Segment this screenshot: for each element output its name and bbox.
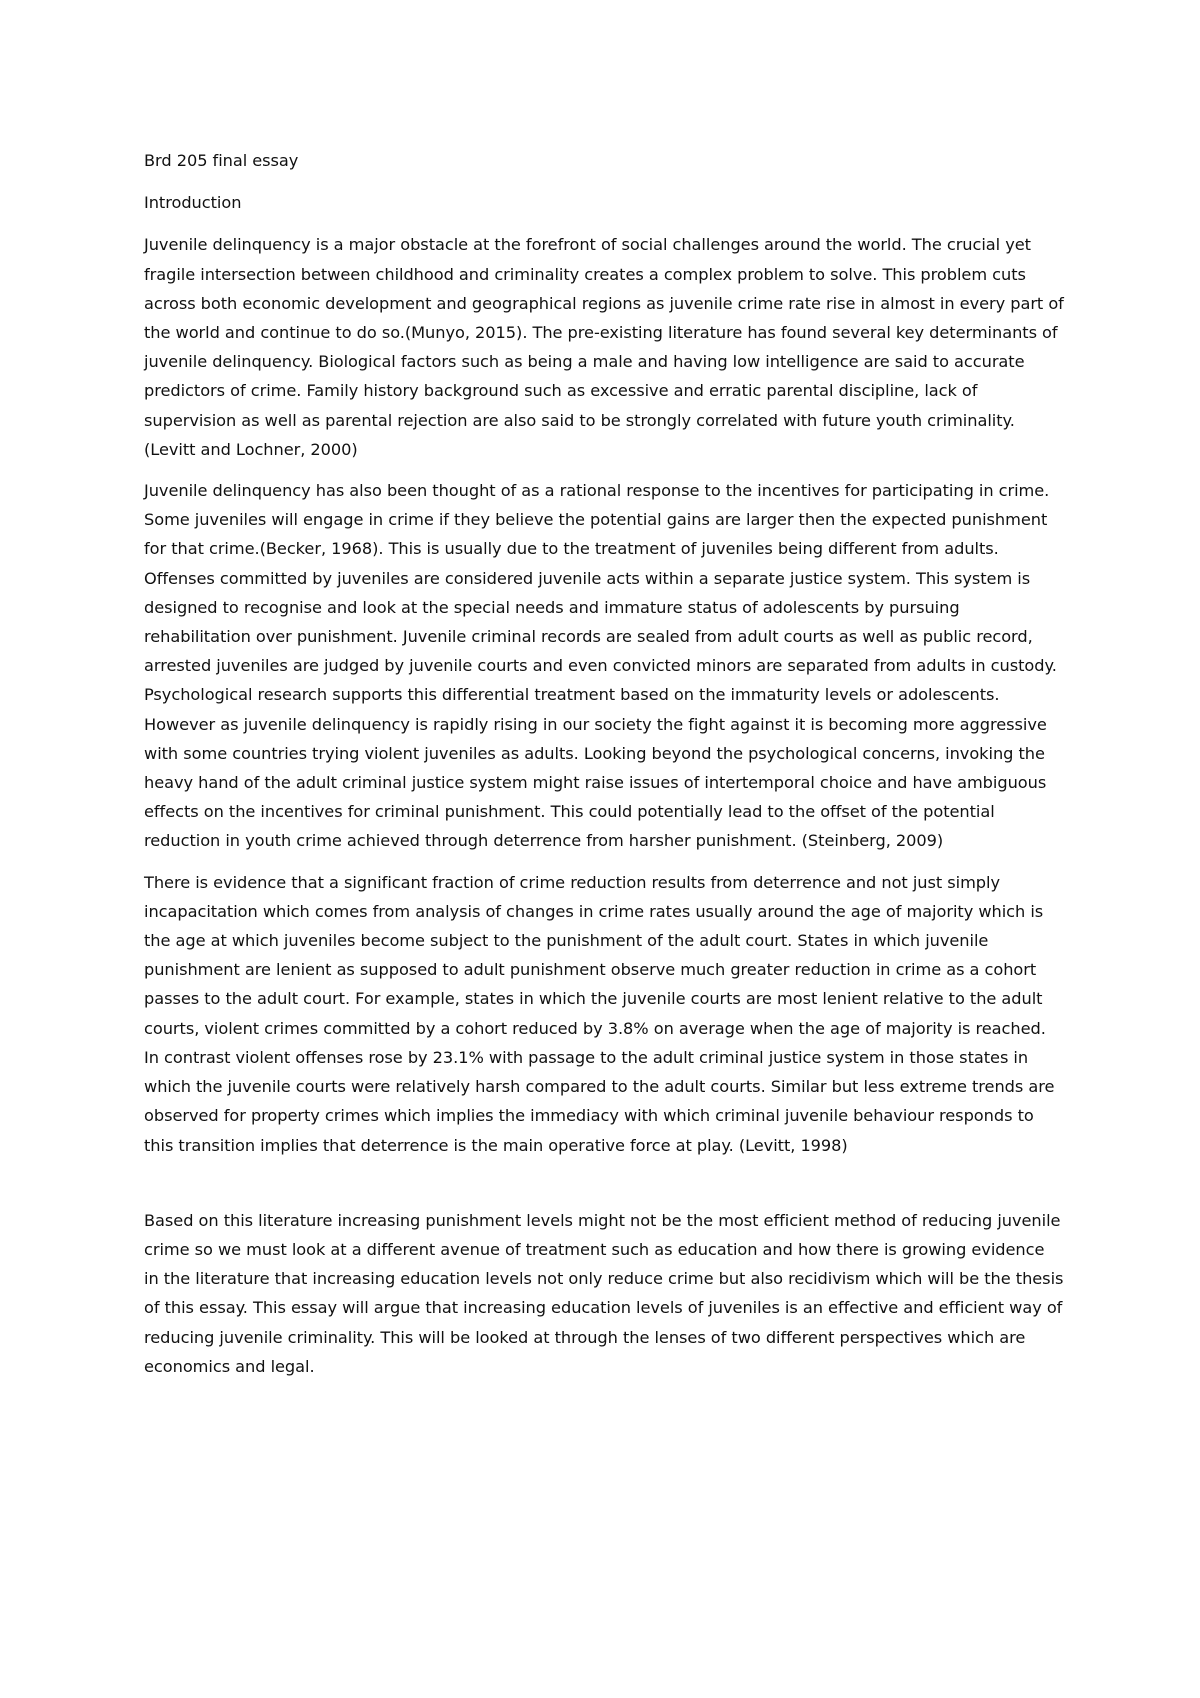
paragraph-4: Based on this literature increasing punishment levels might not be the most efficient method of reducing juvenile crime so we must look at a different avenue of treatment such as education and how there is growing evidence in the literature that increasing education levels not only reduce crime but also recidivism which will be the thesis of this essay. This essay will argue that increasing education levels of juveniles is an effective and efficient way of reducing juvenile criminality. This will be looked at through the lenses of two different perspectives which are economics and legal. — [144, 1210, 1064, 1376]
paragraph-2: Juvenile delinquency has also been thought of as a rational response to the incentives for participating in crime. Some juveniles will engage in crime if they believe the potential gains are larger then the expected punishment for that crime.(Becker, 1968). This is usually due to the treatment of juveniles being different from adults. Offenses committed by juveniles are considered juvenile acts within a separate justice system. This system is designed to recognise and look at the special needs and immature status of adolescents by pursuing rehabilitation over punishment. Juvenile criminal records are sealed from adult courts as well as public record, arrested juveniles are judged by juvenile courts and even convicted minors are separated from adults in custody. Psychological research supports this differential treatment based on the immaturity levels or adolescents. However as juvenile delinquency is rapidly rising in our society the fight against it is becoming more aggressive with some countries trying violent juveniles as adults. Looking beyond the psychological concerns, invoking the heavy hand of the adult criminal justice system might raise issues of intertemporal choice and have ambiguous effects on the incentives for criminal punishment. This could potentially lead to the offset of the potential reduction in youth crime achieved through deterrence from harsher punishment. (Steinberg, 2009) — [144, 481, 1057, 851]
document-page — [144, 146, 1064, 1393]
section-heading: Introduction — [144, 193, 242, 213]
paragraph-3: There is evidence that a significant fraction of crime reduction results from deterrence and not just simply incapacitation which comes from analysis of changes in crime rates usually around the age of majority which is the age at which juveniles become subject to the punishment of the adult court. States in which juvenile punishment are lenient as supposed to adult punishment observe much greater reduction in crime as a cohort passes to the adult court. For example, states in which the juvenile courts are most lenient relative to the adult courts, violent crimes committed by a cohort reduced by 3.8% on average when the age of majority is reached. In contrast violent offenses rose by 23.1% with passage to the adult criminal justice system in those states in which the juvenile courts were relatively harsh compared to the adult courts. Similar but less extreme trends are observed for property crimes which implies the immediacy with which criminal juvenile behaviour responds to this transition implies that deterrence is the main operative force at play. (Levitt, 1998) — [144, 872, 1055, 1155]
paragraph-1: Juvenile delinquency is a major obstacle at the forefront of social challenges around the world. The crucial yet fragile intersection between childhood and criminality creates a complex problem to solve. This problem cuts across both economic development and geographical regions as juvenile crime rate rise in almost in every part of the world and continue to do so.(Munyo, 2015). The pre-existing literature has found several key determinants of juvenile delinquency. Biological factors such as being a male and having low intelligence are said to accurate predictors of crime. Family history background such as excessive and erratic parental discipline, lack of supervision as well as parental rejection are also said to be strongly correlated with future youth criminality. (Levitt and Lochner, 2000) — [144, 235, 1064, 459]
document-title: Brd 205 final essay — [144, 151, 299, 170]
